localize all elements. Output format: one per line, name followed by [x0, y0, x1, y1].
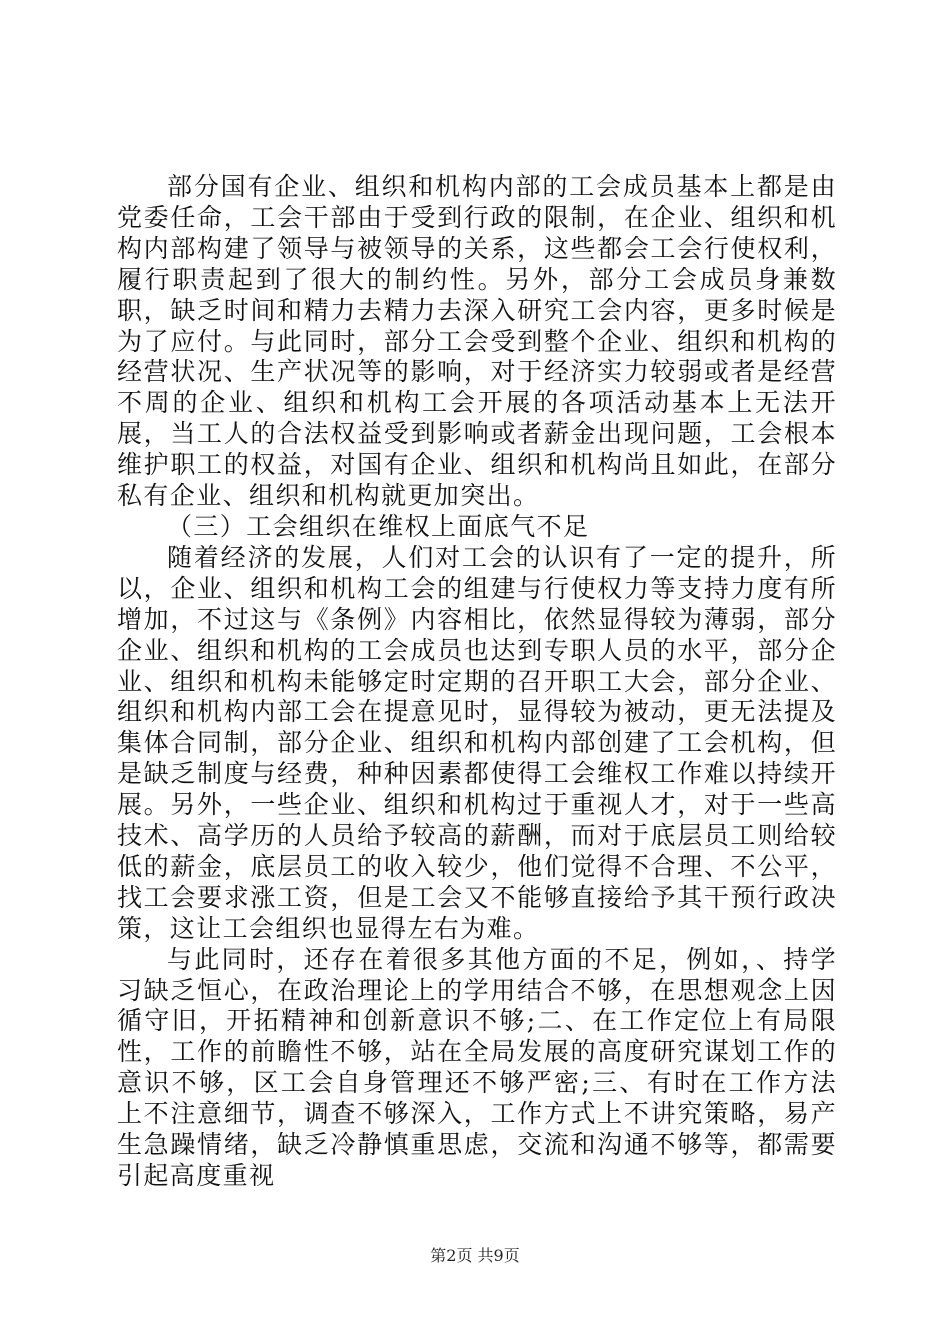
section-heading-three: （三）工会组织在维权上面底气不足	[167, 511, 590, 541]
paragraph-rights-protection: 随着经济的发展，人们对工会的认识有了一定的提升，所以，企业、组织和机构工会的组建与行使权力等支持力度有所增加，不过这与《条例》内容相比，依然显得较为薄弱，部分企业、组织和机构的工会成员也达到专职人员的水平，部分企业、组织和机构未能够定时定期的召开职工大会，部分企业、组织和机构内部工会在提意见时，显得较为被动，更无法提及集体合同制，部分企业、组织和机构内部创建了工会机构，但是缺乏制度与经费，种种因素都使得工会维权工作难以持续开展。另外，一些企业、组织和机构过于重视人才，对于一些高技术、高学历的人员给予较高的薪酬，而对于底层员工则给较低的薪金，底层员工的收入较少，他们觉得不合理、不公平，找工会要求涨工资，但是工会又不能够直接给予其干预行政决策，这让工会组织也显得左右为难。	[117, 542, 837, 943]
paragraph-other-shortcomings: 与此同时，还存在着很多其他方面的不足，例如，、持学习缺乏恒心，在政治理论上的学用结合不够，在思想观念上因循守旧，开拓精神和创新意识不够;二、在工作定位上有局限性，工作的前瞻性不够，站在全局发展的高度研究谋划工作的意识不够，区工会自身管理还不够严密;三、有时在工作方法上不注意细节，调查不够深入，工作方式上不讲究策略，易产生急躁情绪，缺乏冷静慎重思虑，交流和沟通不够等，都需要引起高度重视	[117, 944, 837, 1190]
page-number: 第2页 共9页	[430, 1246, 520, 1265]
page-footer	[0, 1246, 950, 1266]
document-body	[117, 172, 837, 1192]
paragraph-union-appointment: 部分国有企业、组织和机构内部的工会成员基本上都是由党委任命，工会干部由于受到行政的限制，在企业、组织和机构内部构建了领导与被领导的关系，这些都会工会行使权利，履行职责起到了很大的制约性。另外，部分工会成员身兼数职，缺乏时间和精力去精力去深入研究工会内容，更多时候是为了应付。与此同时，部分工会受到整个企业、组织和机构的经营状况、生产状况等的影响，对于经济实力较弱或者是经营不周的企业、组织和机构工会开展的各项活动基本上无法开展，当工人的合法权益受到影响或者薪金出现问题，工会根本维护职工的权益，对国有企业、组织和机构尚且如此，在部分私有企业、组织和机构就更加突出。	[117, 172, 837, 511]
